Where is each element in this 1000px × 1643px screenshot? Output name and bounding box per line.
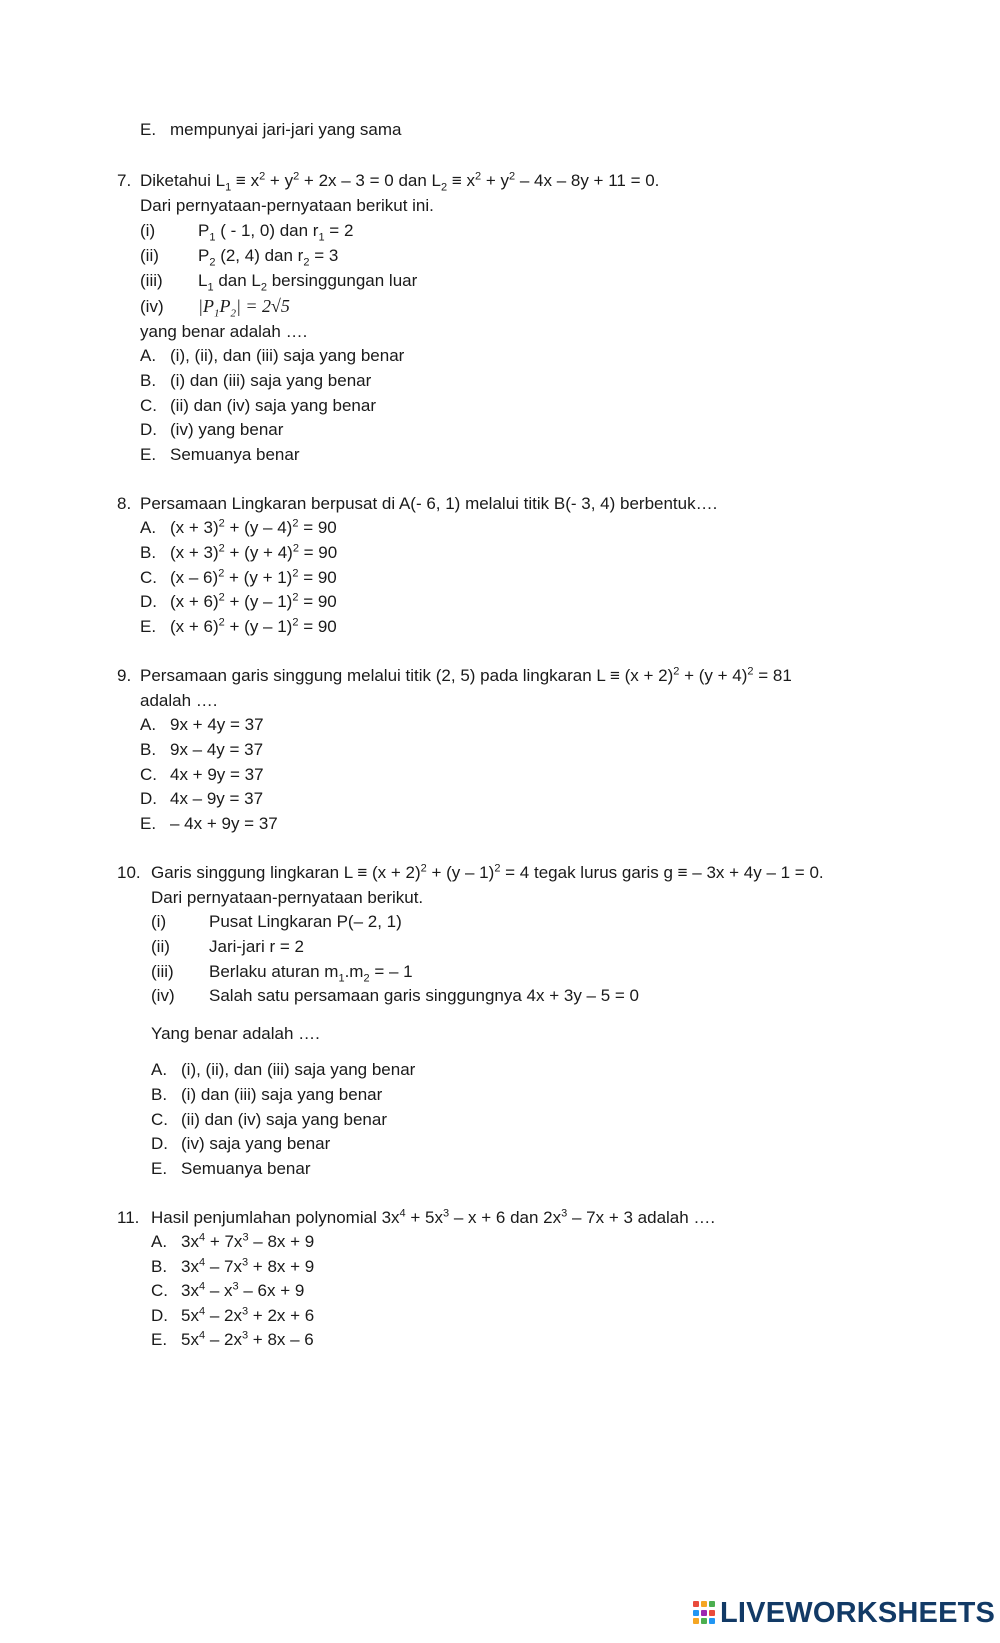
q9-question-cont: adalah …. (140, 691, 218, 710)
q10-item: Berlaku aturan $m_1.m_2$ = – 1 (209, 962, 413, 985)
logo-square (701, 1601, 707, 1607)
logo-square (693, 1610, 699, 1616)
q9-option-text: 9x + 4y = 37 (170, 715, 264, 734)
q10-number: 10. (117, 863, 141, 882)
liveworksheets-logo (693, 1597, 995, 1629)
q7-item-label: (ii) (140, 246, 159, 265)
q11-option-letter: D. (151, 1306, 168, 1325)
q9-option-letter: C. (140, 765, 157, 784)
q7-option-text: Semuanya benar (170, 445, 300, 464)
logo-square (701, 1618, 707, 1624)
q11-option-letter: B. (151, 1257, 168, 1276)
q7-option-text: (i) dan (iii) saja yang benar (170, 371, 372, 390)
q10-option-letter: E. (151, 1159, 168, 1178)
q9-option-letter: D. (140, 789, 157, 808)
q10-option-text: Semuanya benar (181, 1159, 311, 1178)
q7-item: $P_2$ (2, 4) dan $r_2 = 3$ (198, 246, 339, 269)
q10-option-letter: B. (151, 1085, 168, 1104)
q7-option-letter: C. (140, 396, 157, 415)
logo-square (709, 1601, 715, 1607)
q10-item-label: (ii) (151, 937, 170, 956)
q6-option-e-letter: E. (140, 120, 157, 139)
q7-item: $L_1$ dan $L_2$ bersinggungan luar (198, 271, 418, 294)
q9-option-text: – 4x + 9y = 37 (170, 814, 278, 833)
logo-square (701, 1610, 707, 1616)
q7-question-prompt: yang benar adalah …. (140, 322, 308, 341)
q8-option-text: $(x + 6)^2 + (y - 1)^2 = 90$ (170, 616, 337, 636)
q8-option-letter: A. (140, 518, 157, 537)
q8-option-text: $(x + 3)^2 + (y - 4)^2 = 90$ (170, 517, 337, 537)
q9-option-text: 9x – 4y = 37 (170, 740, 264, 759)
q9-question: Persamaan garis singgung melalui titik (2, 5) pada lingkaran $L \equiv (x + 2)^2 + (y + 4)^2 = 81$ (140, 665, 792, 685)
q10-option-letter: A. (151, 1060, 168, 1079)
q7-option-letter: B. (140, 371, 157, 390)
q7-option-letter: D. (140, 420, 157, 439)
q10-item: Jari-jari r = 2 (209, 937, 304, 956)
q10-option-text: (iv) saja yang benar (181, 1134, 331, 1153)
q9-option-text: 4x – 9y = 37 (170, 789, 264, 808)
q7-item: $P_1$ ( - 1, 0) dan $r_1 = 2$ (198, 221, 354, 244)
q10-option-letter: C. (151, 1110, 168, 1129)
q10-option-text: (i) dan (iii) saja yang benar (181, 1085, 383, 1104)
q11-option-letter: E. (151, 1330, 168, 1349)
q10-intro: Dari pernyataan-pernyataan berikut. (151, 888, 424, 907)
q11-option-text: $3x^4 - 7x^3 + 8x + 9$ (181, 1256, 315, 1276)
q7-intro: Dari pernyataan-pernyataan berikut ini. (140, 196, 434, 215)
q10-question: Garis singgung lingkaran $L \equiv (x + 2)^2 + (y - 1)^2 = 4$ tegak lurus garis g ≡ – 3x + 4y – 1 = 0. (151, 862, 824, 882)
q10-option-text: (i), (ii), dan (iii) saja yang benar (181, 1060, 416, 1079)
q7-option-letter: A. (140, 346, 157, 365)
q9-option-text: 4x + 9y = 37 (170, 765, 264, 784)
q7-option-text: (iv) yang benar (170, 420, 284, 439)
q7-option-text: (ii) dan (iv) saja yang benar (170, 396, 376, 415)
logo-square (709, 1610, 715, 1616)
logo-square (693, 1601, 699, 1607)
q10-option-text: (ii) dan (iv) saja yang benar (181, 1110, 387, 1129)
brand-text: LIVEWORKSHEETS (720, 1596, 996, 1629)
q10-item: Salah satu persamaan garis singgungnya 4x + 3y – 5 = 0 (209, 986, 640, 1005)
q7-item-math: $|P_1P_2| = 2√5$ (198, 296, 290, 320)
q9-option-letter: A. (140, 715, 157, 734)
q8-option-letter: C. (140, 568, 157, 587)
q10-item-label: (i) (151, 912, 167, 931)
q11-option-letter: A. (151, 1232, 168, 1251)
q7-number: 7. (117, 171, 132, 190)
q7-item-label: (iv) (140, 297, 164, 316)
q8-question: Persamaan Lingkaran berpusat di A(- 6, 1) melalui titik B(- 3, 4) berbentuk…. (140, 494, 718, 513)
q11-number: 11. (117, 1208, 140, 1227)
q8-option-letter: B. (140, 543, 157, 562)
q6-option-e (140, 120, 156, 140)
q10-item-label: (iv) (151, 986, 175, 1005)
q11-option-text: $3x^4 - x^3 - 6x + 9$ (181, 1280, 305, 1300)
q8-option-letter: E. (140, 617, 157, 636)
q7-option-letter: E. (140, 445, 157, 464)
q7-item-label: (i) (140, 221, 156, 240)
q11-option-text: $3x^4 + 7x^3 - 8x + 9$ (181, 1231, 315, 1251)
q9-option-letter: E. (140, 814, 157, 833)
q10-option-letter: D. (151, 1134, 168, 1153)
q8-option-text: $(x + 3)^2 + (y + 4)^2 = 90$ (170, 542, 338, 562)
q10-item: Pusat Lingkaran P(– 2, 1) (209, 912, 402, 931)
logo-square (709, 1618, 715, 1624)
q7-option-text: (i), (ii), dan (iii) saja yang benar (170, 346, 405, 365)
q6-option-e-text: mempunyai jari-jari yang sama (170, 120, 402, 139)
q8-number: 8. (117, 494, 132, 513)
logo-grid-icon (693, 1601, 717, 1625)
q11-question: Hasil penjumlahan polynomial $3x^4 + 5x^3 - x + 6$ dan $2x^3 - 7x + 3$ adalah …. (151, 1207, 716, 1227)
q10-item-label: (iii) (151, 962, 174, 981)
q9-option-letter: B. (140, 740, 157, 759)
q10-question-prompt: Yang benar adalah …. (151, 1024, 320, 1043)
q9-number: 9. (117, 666, 132, 685)
q7-item-label: (iii) (140, 271, 163, 290)
q11-option-text: $5x^4 - 2x^3 + 8x - 6$ (181, 1329, 314, 1349)
q8-option-text: $(x - 6)^2 + (y + 1)^2 = 90$ (170, 567, 337, 587)
q7-question: Diketahui $L_1 \equiv x^2 + y^2 + 2x - 3 = 0$ dan $L_2 \equiv x^2 + y^2 - 4x - 8y + 11 = 0$. (140, 170, 660, 194)
q11-option-letter: C. (151, 1281, 168, 1300)
q11-option-text: $5x^4 - 2x^3 + 2x + 6$ (181, 1305, 315, 1325)
q8-option-text: $(x + 6)^2 + (y - 1)^2 = 90$ (170, 591, 337, 611)
logo-square (693, 1618, 699, 1624)
q8-option-letter: D. (140, 592, 157, 611)
